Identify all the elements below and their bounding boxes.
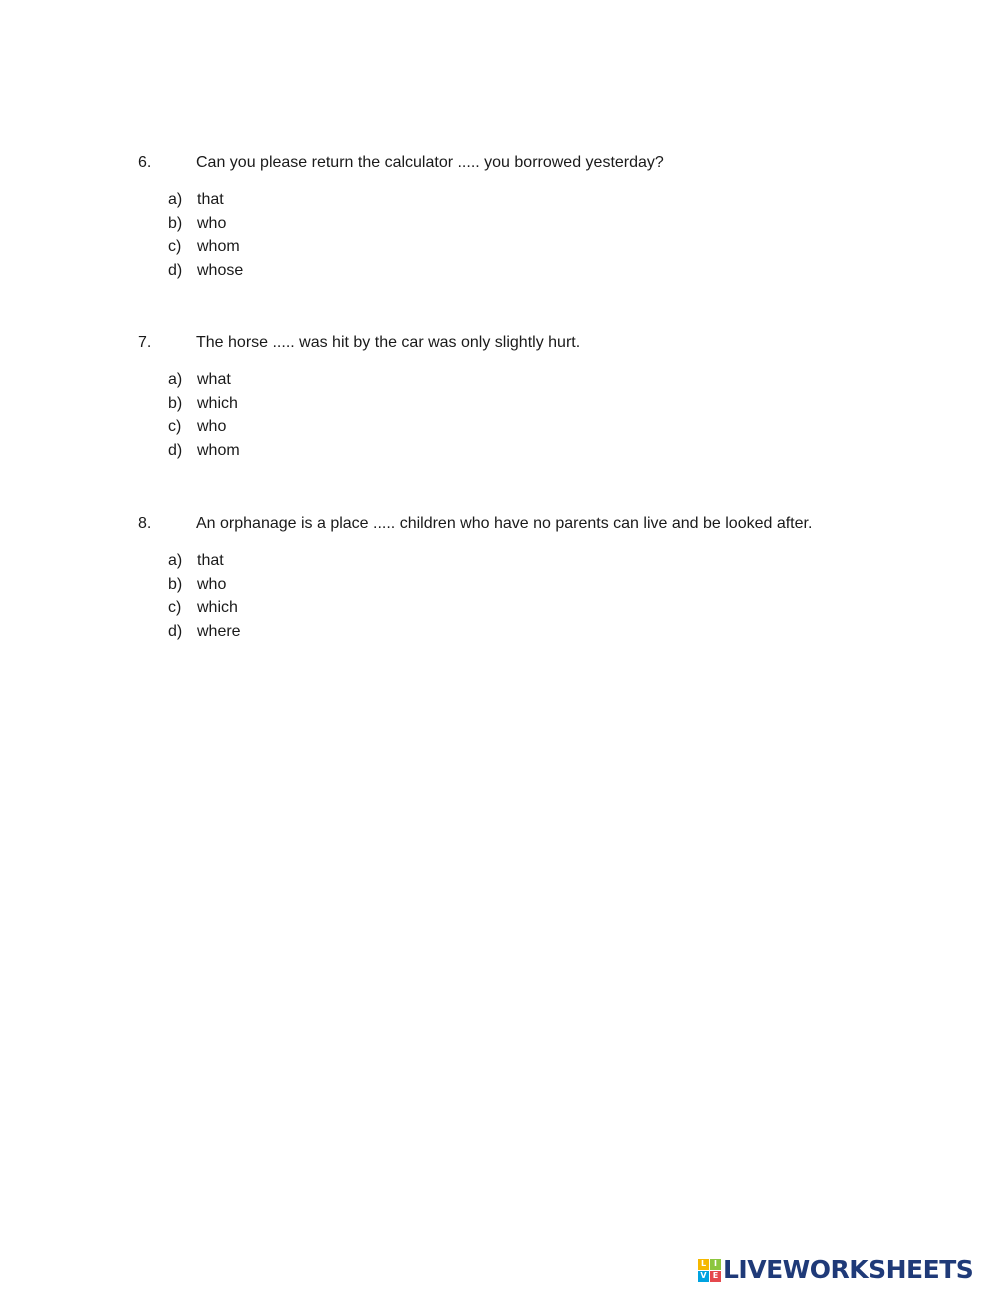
question-7	[138, 332, 978, 462]
option-text: that	[197, 552, 224, 569]
question-7-options	[138, 368, 978, 462]
option-d[interactable]	[138, 259, 978, 283]
question-6-options	[138, 188, 978, 282]
option-letter: d)	[168, 261, 183, 279]
option-d[interactable]	[138, 439, 978, 463]
option-a[interactable]	[138, 188, 978, 212]
option-text: who	[197, 418, 227, 435]
option-letter: b)	[168, 575, 183, 593]
option-text: whom	[197, 238, 240, 255]
liveworksheets-logo	[698, 1257, 973, 1283]
option-text: who	[197, 575, 227, 593]
logo-block-i: I	[710, 1259, 721, 1270]
question-7-prompt	[138, 332, 978, 354]
option-text: that	[197, 191, 224, 208]
option-letter: b)	[168, 214, 183, 232]
option-text: whom	[197, 441, 240, 459]
option-letter: a)	[168, 191, 183, 208]
logo-block-v: V	[698, 1271, 709, 1282]
question-text: The horse ..... was hit by the car was only slightly hurt.	[196, 334, 581, 351]
logo-block-e: E	[710, 1271, 721, 1282]
option-b[interactable]	[138, 392, 978, 416]
option-text: who	[197, 214, 227, 232]
question-number: 7.	[138, 334, 152, 351]
logo-blocks-icon	[698, 1259, 721, 1282]
option-letter: d)	[168, 622, 183, 640]
option-b[interactable]	[138, 573, 978, 597]
question-6-prompt	[138, 152, 978, 174]
option-c[interactable]	[138, 415, 978, 439]
question-text: Can you please return the calculator ..... you borrowed yesterday?	[196, 154, 664, 171]
option-letter: a)	[168, 371, 183, 388]
option-letter: d)	[168, 441, 183, 459]
option-a[interactable]	[138, 368, 978, 392]
question-number: 8.	[138, 515, 152, 532]
option-c[interactable]	[138, 596, 978, 620]
option-text: where	[197, 622, 241, 640]
option-letter: a)	[168, 552, 183, 569]
logo-block-l: L	[698, 1259, 709, 1270]
logo-wordmark: LIVEWORKSHEETS	[723, 1255, 974, 1284]
question-6	[138, 152, 978, 282]
question-8-options	[138, 549, 978, 643]
question-number: 6.	[138, 154, 152, 171]
option-text: which	[197, 394, 238, 412]
option-text: whose	[197, 261, 244, 279]
option-d[interactable]	[138, 620, 978, 644]
option-text: what	[197, 371, 231, 388]
option-a[interactable]	[138, 549, 978, 573]
option-c[interactable]	[138, 235, 978, 259]
option-letter: c)	[168, 599, 182, 616]
question-text: An orphanage is a place ..... children who have no parents can live and be looked after.	[196, 515, 813, 532]
question-8-prompt	[138, 513, 978, 535]
option-b[interactable]	[138, 212, 978, 236]
option-letter: c)	[168, 238, 182, 255]
question-8	[138, 513, 978, 643]
option-letter: c)	[168, 418, 182, 435]
option-text: which	[197, 599, 238, 616]
option-letter: b)	[168, 394, 183, 412]
